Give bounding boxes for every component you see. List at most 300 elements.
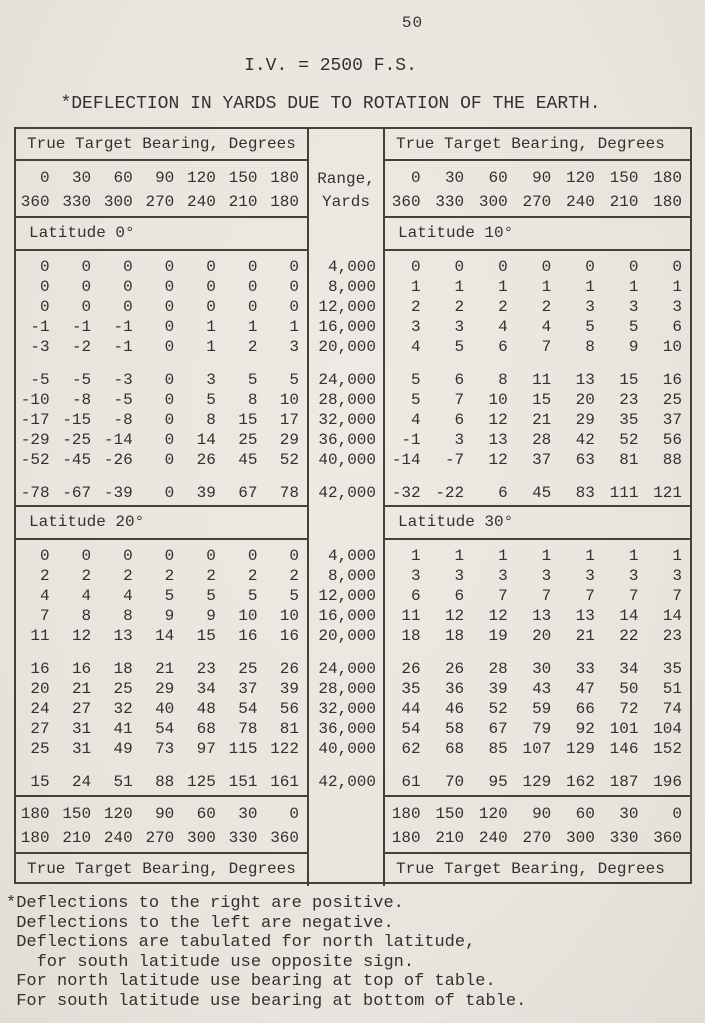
value-cell: 28	[532, 431, 552, 449]
value-cell: 115	[228, 740, 258, 758]
value-cell: 240	[566, 193, 595, 211]
value-cell: 54	[401, 720, 421, 738]
number-row	[16, 606, 307, 626]
value-cell: 129	[566, 740, 595, 758]
value-cell: 45	[238, 451, 258, 469]
number-row	[16, 772, 307, 792]
number-row	[16, 826, 307, 850]
value-cell: 3	[585, 567, 595, 585]
value-cell: 14	[662, 607, 682, 625]
value-cell: 0	[39, 258, 50, 276]
value-cell: 0	[410, 169, 421, 187]
value-cell: 21	[155, 660, 175, 678]
value-cell: 29	[155, 680, 175, 698]
value-cell: 6	[672, 318, 682, 336]
value-cell: -3	[113, 371, 133, 389]
range-value: 32,000	[318, 411, 376, 429]
value-cell: 330	[62, 193, 92, 211]
value-cell: 0	[123, 547, 133, 565]
number-row	[16, 546, 307, 566]
value-cell: 9	[164, 607, 175, 625]
value-cell: 0	[164, 298, 175, 316]
value-cell: 150	[228, 169, 258, 187]
number-row	[16, 430, 307, 450]
value-cell: -29	[20, 431, 50, 449]
bearings-top-right	[385, 161, 690, 218]
value-cell: 12	[488, 451, 508, 469]
value-cell: 120	[187, 169, 216, 187]
value-cell: -8	[71, 391, 92, 409]
value-cell: 90	[532, 169, 552, 187]
number-row	[385, 390, 690, 410]
value-cell: 0	[289, 278, 299, 296]
value-cell: 15	[238, 411, 258, 429]
value-cell: 0	[289, 298, 299, 316]
bearing-header-bottom-right: True Target Bearing, Degrees	[396, 860, 665, 878]
value-cell: 0	[164, 431, 175, 449]
value-cell: 129	[522, 773, 552, 791]
value-cell: 4	[410, 338, 421, 356]
number-row	[385, 370, 690, 390]
value-cell: 146	[609, 740, 639, 758]
number-row	[385, 679, 690, 699]
value-cell: -1	[71, 318, 92, 336]
range-value: 24,000	[318, 660, 376, 678]
value-cell: -15	[62, 411, 92, 429]
value-cell: 12	[488, 411, 508, 429]
footnote-line: *Deflections to the right are positive.	[6, 894, 404, 913]
value-cell: -5	[71, 371, 92, 389]
value-cell: 18	[113, 660, 133, 678]
value-cell: 30	[71, 169, 92, 187]
value-cell: 49	[113, 740, 133, 758]
value-cell: 1	[628, 547, 639, 565]
value-cell: 8	[498, 371, 508, 389]
value-cell: 5	[454, 338, 465, 356]
value-cell: 34	[196, 680, 216, 698]
number-row	[385, 166, 690, 190]
value-cell: -1	[113, 318, 133, 336]
value-cell: 180	[270, 193, 299, 211]
value-cell: 90	[155, 805, 175, 823]
value-cell: 210	[609, 193, 639, 211]
page-title: *DEFLECTION IN YARDS DUE TO ROTATION OF THE EARTH.	[60, 94, 601, 114]
value-cell: 52	[488, 700, 508, 718]
value-cell: 3	[672, 567, 682, 585]
range-value: 40,000	[318, 740, 376, 758]
value-cell: 3	[541, 567, 552, 585]
footnote-line: for south latitude use opposite sign.	[6, 952, 415, 972]
value-cell: 39	[196, 484, 216, 502]
value-cell: 6	[454, 587, 465, 605]
value-cell: 0	[123, 258, 133, 276]
value-cell: 240	[103, 829, 133, 847]
value-cell: 2	[39, 567, 50, 585]
value-cell: 23	[619, 391, 639, 409]
value-cell: 1	[247, 318, 258, 336]
value-cell: 19	[488, 627, 508, 645]
value-cell: 40	[155, 700, 175, 718]
value-cell: 270	[145, 829, 175, 847]
value-cell: 360	[270, 829, 299, 847]
value-cell: 8	[123, 607, 133, 625]
value-cell: 3	[454, 318, 465, 336]
value-cell: 111	[609, 484, 639, 502]
value-cell: 97	[196, 740, 216, 758]
number-row	[16, 190, 307, 214]
value-cell: 23	[196, 660, 216, 678]
value-cell: 180	[20, 829, 50, 847]
value-cell: 26	[444, 660, 465, 678]
number-row	[385, 450, 690, 470]
value-cell: 3	[206, 371, 216, 389]
value-cell: -45	[62, 451, 92, 469]
number-row	[16, 317, 307, 337]
number-row	[16, 659, 307, 679]
value-cell: 54	[238, 700, 258, 718]
value-cell: 12	[444, 607, 465, 625]
value-cell: 0	[164, 451, 175, 469]
value-cell: 30	[619, 805, 639, 823]
value-cell: 5	[410, 391, 421, 409]
range-value: 36,000	[318, 431, 376, 449]
value-cell: 72	[619, 700, 639, 718]
value-cell: 74	[662, 700, 682, 718]
bearings-top-left	[16, 161, 307, 218]
value-cell: 48	[196, 700, 216, 718]
value-cell: 50	[619, 680, 639, 698]
range-value: 24,000	[318, 371, 376, 389]
value-cell: -2	[71, 338, 92, 356]
value-cell: 300	[566, 829, 595, 847]
value-cell: -22	[435, 484, 465, 502]
value-cell: 0	[206, 278, 216, 296]
value-cell: 11	[532, 371, 552, 389]
value-cell: 8	[206, 411, 216, 429]
value-cell: 1	[454, 278, 465, 296]
value-cell: 1	[410, 547, 421, 565]
value-cell: 25	[113, 680, 133, 698]
value-cell: 28	[488, 660, 508, 678]
value-cell: 107	[522, 740, 552, 758]
bearing-header-top-right: True Target Bearing, Degrees	[385, 129, 690, 161]
value-cell: 180	[653, 193, 682, 211]
value-cell: 44	[401, 700, 421, 718]
value-cell: 6	[410, 587, 421, 605]
value-cell: 16	[30, 660, 50, 678]
range-value: 4,000	[327, 547, 376, 565]
value-cell: 59	[532, 700, 552, 718]
number-row	[16, 410, 307, 430]
value-cell: -10	[20, 391, 50, 409]
value-cell: 29	[575, 411, 595, 429]
deflection-table	[14, 127, 692, 884]
value-cell: 14	[155, 627, 175, 645]
value-cell: 0	[39, 278, 50, 296]
value-cell: 52	[619, 431, 639, 449]
value-cell: -5	[113, 391, 133, 409]
footnote-line: For north latitude use bearing at top of table.	[6, 972, 496, 991]
value-cell: 3	[289, 338, 299, 356]
latitude-0-grid	[16, 251, 307, 507]
value-cell: 0	[81, 278, 92, 296]
value-cell: 0	[672, 258, 682, 276]
value-cell: 83	[575, 484, 595, 502]
value-cell: 10	[279, 391, 299, 409]
value-cell: 29	[279, 431, 299, 449]
value-cell: 62	[401, 740, 421, 758]
value-cell: 67	[488, 720, 508, 738]
value-cell: 162	[566, 773, 595, 791]
number-row	[16, 450, 307, 470]
value-cell: 5	[206, 587, 216, 605]
number-row	[16, 337, 307, 357]
value-cell: 47	[575, 680, 595, 698]
value-cell: 81	[279, 720, 299, 738]
value-cell: 0	[206, 258, 216, 276]
bearing-header-top-left: True Target Bearing, Degrees	[16, 129, 307, 161]
value-cell: 10	[279, 607, 299, 625]
value-cell: 4	[410, 411, 421, 429]
value-cell: 210	[62, 829, 92, 847]
value-cell: 0	[247, 258, 258, 276]
value-cell: 8	[247, 391, 258, 409]
value-cell: -39	[103, 484, 133, 502]
value-cell: 1	[498, 278, 508, 296]
number-row	[385, 430, 690, 450]
value-cell: 22	[619, 627, 639, 645]
value-cell: 2	[498, 298, 508, 316]
value-cell: 68	[196, 720, 216, 738]
value-cell: 90	[155, 169, 175, 187]
number-row	[16, 626, 307, 646]
number-row	[385, 546, 690, 566]
number-row	[385, 659, 690, 679]
value-cell: 37	[238, 680, 258, 698]
value-cell: 5	[206, 391, 216, 409]
value-cell: 5	[585, 318, 595, 336]
value-cell: 37	[532, 451, 552, 469]
value-cell: 63	[575, 451, 595, 469]
value-cell: 152	[653, 740, 682, 758]
value-cell: 6	[498, 338, 508, 356]
value-cell: 180	[391, 805, 421, 823]
value-cell: 240	[478, 829, 508, 847]
value-cell: -3	[30, 338, 50, 356]
number-row	[16, 483, 307, 503]
value-cell: 240	[187, 193, 216, 211]
number-row	[16, 586, 307, 606]
range-value: 20,000	[318, 627, 376, 645]
value-cell: 1	[541, 547, 552, 565]
value-cell: 120	[103, 805, 133, 823]
value-cell: 6	[454, 371, 465, 389]
value-cell: 5	[628, 318, 639, 336]
value-cell: 31	[71, 720, 92, 738]
value-cell: 300	[187, 829, 216, 847]
value-cell: 30	[238, 805, 258, 823]
value-cell: 330	[435, 193, 465, 211]
value-cell: 37	[662, 411, 682, 429]
value-cell: 2	[410, 298, 421, 316]
value-cell: 0	[454, 258, 465, 276]
value-cell: 79	[532, 720, 552, 738]
range-value: 12,000	[318, 298, 376, 316]
value-cell: 25	[238, 431, 258, 449]
value-cell: 0	[164, 547, 175, 565]
value-cell: 58	[444, 720, 465, 738]
value-cell: 13	[532, 607, 552, 625]
value-cell: 5	[247, 587, 258, 605]
value-cell: 43	[532, 680, 552, 698]
value-cell: 16	[238, 627, 258, 645]
value-cell: 1	[628, 278, 639, 296]
range-value: 4,000	[327, 258, 376, 276]
value-cell: -26	[103, 451, 133, 469]
value-cell: 0	[39, 169, 50, 187]
value-cell: 150	[609, 169, 639, 187]
value-cell: 6	[454, 411, 465, 429]
value-cell: 10	[488, 391, 508, 409]
value-cell: 78	[238, 720, 258, 738]
value-cell: 3	[454, 431, 465, 449]
value-cell: 15	[196, 627, 216, 645]
value-cell: 16	[71, 660, 92, 678]
number-row	[385, 606, 690, 626]
value-cell: -67	[62, 484, 92, 502]
range-value: 36,000	[318, 720, 376, 738]
value-cell: 330	[609, 829, 639, 847]
value-cell: 15	[532, 391, 552, 409]
number-row	[16, 257, 307, 277]
value-cell: 5	[289, 587, 299, 605]
value-cell: 2	[247, 567, 258, 585]
value-cell: 41	[113, 720, 133, 738]
value-cell: 1	[672, 547, 682, 565]
value-cell: 1	[541, 278, 552, 296]
range-values-upper	[307, 251, 385, 507]
value-cell: 7	[628, 587, 639, 605]
value-cell: 210	[435, 829, 465, 847]
number-row	[16, 297, 307, 317]
value-cell: 0	[164, 391, 175, 409]
value-cell: -14	[103, 431, 133, 449]
value-cell: 360	[653, 829, 682, 847]
value-cell: 5	[410, 371, 421, 389]
value-cell: 68	[444, 740, 465, 758]
value-cell: 21	[532, 411, 552, 429]
range-value: 16,000	[318, 318, 376, 336]
value-cell: 1	[454, 547, 465, 565]
value-cell: 39	[279, 680, 299, 698]
value-cell: 11	[30, 627, 50, 645]
value-cell: -32	[391, 484, 421, 502]
latitude-0-label: Latitude 0°	[16, 218, 307, 251]
value-cell: 2	[123, 567, 133, 585]
value-cell: 8	[81, 607, 92, 625]
value-cell: 25	[662, 391, 682, 409]
value-cell: 2	[81, 567, 92, 585]
value-cell: 16	[662, 371, 682, 389]
number-row	[16, 699, 307, 719]
value-cell: 0	[628, 258, 639, 276]
value-cell: 85	[488, 740, 508, 758]
value-cell: 120	[566, 169, 595, 187]
value-cell: 2	[164, 567, 175, 585]
value-cell: 300	[478, 193, 508, 211]
value-cell: 35	[619, 411, 639, 429]
value-cell: 7	[39, 607, 50, 625]
range-header-line1: Range,	[317, 170, 375, 188]
value-cell: 12	[71, 627, 92, 645]
footnote-line: Deflections are tabulated for north latitude,	[6, 933, 476, 952]
range-value: 42,000	[318, 484, 376, 502]
value-cell: 125	[187, 773, 216, 791]
value-cell: 8	[585, 338, 595, 356]
value-cell: 161	[270, 773, 299, 791]
value-cell: 0	[164, 484, 175, 502]
value-cell: 0	[39, 547, 50, 565]
value-cell: 3	[672, 298, 682, 316]
number-row	[385, 257, 690, 277]
number-row	[385, 297, 690, 317]
footnote-line: For south latitude use bearing at bottom of table.	[6, 991, 527, 1011]
value-cell: 51	[662, 680, 682, 698]
number-row	[385, 483, 690, 503]
value-cell: 60	[488, 169, 508, 187]
number-row	[385, 699, 690, 719]
value-cell: 0	[247, 298, 258, 316]
value-cell: 61	[401, 773, 421, 791]
value-cell: 27	[71, 700, 92, 718]
number-row	[16, 390, 307, 410]
value-cell: 10	[662, 338, 682, 356]
value-cell: 52	[279, 451, 299, 469]
value-cell: 39	[488, 680, 508, 698]
footnote-line: Deflections to the left are negative.	[6, 913, 394, 933]
value-cell: 0	[81, 298, 92, 316]
value-cell: 1	[410, 278, 421, 296]
value-cell: 210	[228, 193, 258, 211]
value-cell: 51	[113, 773, 133, 791]
value-cell: 36	[444, 680, 465, 698]
value-cell: 90	[532, 805, 552, 823]
value-cell: 32	[113, 700, 133, 718]
value-cell: 101	[609, 720, 639, 738]
value-cell: 24	[71, 773, 92, 791]
value-cell: -7	[444, 451, 465, 469]
value-cell: 20	[575, 391, 595, 409]
value-cell: 81	[619, 451, 639, 469]
value-cell: -1	[30, 318, 50, 336]
value-cell: 33	[575, 660, 595, 678]
number-row	[385, 719, 690, 739]
range-value: 40,000	[318, 451, 376, 469]
value-cell: 26	[279, 660, 299, 678]
range-value: 28,000	[318, 680, 376, 698]
value-cell: 0	[164, 278, 175, 296]
value-cell: 121	[653, 484, 682, 502]
value-cell: 18	[401, 627, 421, 645]
value-cell: 1	[206, 318, 216, 336]
number-row	[385, 317, 690, 337]
value-cell: 23	[662, 627, 682, 645]
value-cell: 66	[575, 700, 595, 718]
range-header-line2: Yards	[321, 193, 370, 211]
value-cell: 3	[628, 298, 639, 316]
value-cell: 3	[410, 318, 421, 336]
value-cell: 1	[289, 318, 299, 336]
